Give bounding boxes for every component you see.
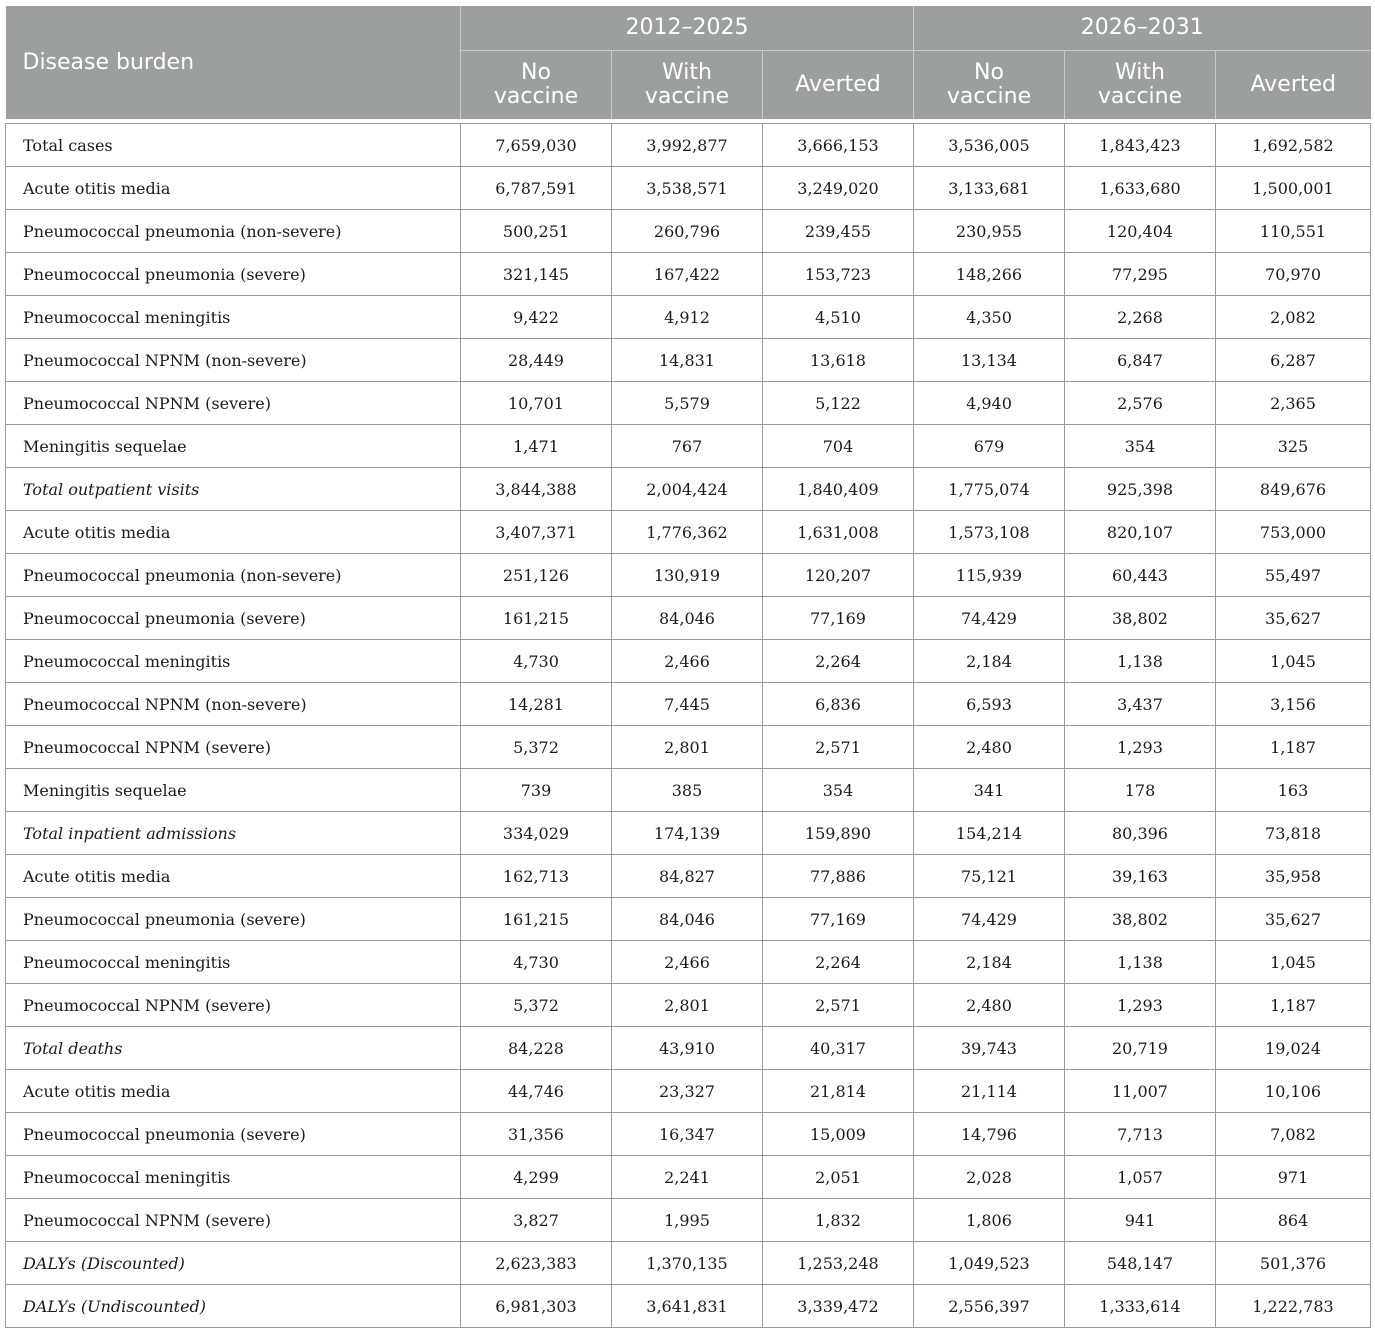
row-label: Meningitis sequelae: [6, 425, 461, 468]
table-cell: 178: [1065, 769, 1216, 812]
table-cell: 38,802: [1065, 898, 1216, 941]
table-cell: 1,776,362: [612, 511, 763, 554]
table-cell: 341: [914, 769, 1065, 812]
table-cell: 163: [1216, 769, 1371, 812]
table-cell: 3,536,005: [914, 124, 1065, 167]
table-cell: 739: [461, 769, 612, 812]
table-cell: 5,372: [461, 726, 612, 769]
table-cell: 1,253,248: [763, 1242, 914, 1285]
table-cell: 7,659,030: [461, 124, 612, 167]
row-label: Pneumococcal pneumonia (non-severe): [6, 554, 461, 597]
table-cell: 548,147: [1065, 1242, 1216, 1285]
row-label: Pneumococcal pneumonia (severe): [6, 1113, 461, 1156]
table-cell: 321,145: [461, 253, 612, 296]
table-cell: 20,719: [1065, 1027, 1216, 1070]
table-row: [6, 726, 1371, 769]
table-cell: 80,396: [1065, 812, 1216, 855]
table-cell: 1,840,409: [763, 468, 914, 511]
row-label: Acute otitis media: [6, 511, 461, 554]
table-cell: 849,676: [1216, 468, 1371, 511]
table-row: [6, 1199, 1371, 1242]
table-cell: 1,806: [914, 1199, 1065, 1242]
table-row: [6, 167, 1371, 210]
table-cell: 84,046: [612, 898, 763, 941]
table-cell: 501,376: [1216, 1242, 1371, 1285]
table-cell: 1,187: [1216, 984, 1371, 1027]
row-label: Pneumococcal NPNM (non-severe): [6, 683, 461, 726]
table-cell: 354: [763, 769, 914, 812]
table-cell: 84,827: [612, 855, 763, 898]
table-row: [6, 554, 1371, 597]
table-cell: 162,713: [461, 855, 612, 898]
row-label: Pneumococcal meningitis: [6, 640, 461, 683]
table-cell: 40,317: [763, 1027, 914, 1070]
table-cell: 4,350: [914, 296, 1065, 339]
table-cell: 3,437: [1065, 683, 1216, 726]
table-cell: 77,295: [1065, 253, 1216, 296]
table-cell: 1,293: [1065, 726, 1216, 769]
table-cell: 1,843,423: [1065, 124, 1216, 167]
table-cell: 820,107: [1065, 511, 1216, 554]
table-cell: 1,471: [461, 425, 612, 468]
table-cell: 39,743: [914, 1027, 1065, 1070]
table-cell: 753,000: [1216, 511, 1371, 554]
row-label: Total cases: [6, 124, 461, 167]
table-cell: 679: [914, 425, 1065, 468]
table-row: [6, 511, 1371, 554]
subcolumn-header-line: No: [974, 60, 1004, 85]
table-cell: 77,886: [763, 855, 914, 898]
table-row: [6, 1027, 1371, 1070]
table-row: [6, 253, 1371, 296]
row-label: Pneumococcal NPNM (severe): [6, 984, 461, 1027]
table-row: [6, 1285, 1371, 1328]
table-cell: 4,730: [461, 941, 612, 984]
table-cell: 148,266: [914, 253, 1065, 296]
subcolumn-header: [1065, 51, 1216, 120]
table-cell: 174,139: [612, 812, 763, 855]
subcolumn-header: [1216, 51, 1371, 120]
table-cell: 2,268: [1065, 296, 1216, 339]
table-cell: 70,970: [1216, 253, 1371, 296]
table-cell: 159,890: [763, 812, 914, 855]
table-cell: 2,004,424: [612, 468, 763, 511]
table-cell: 260,796: [612, 210, 763, 253]
subcolumn-header-line: vaccine: [946, 84, 1032, 109]
table-cell: 971: [1216, 1156, 1371, 1199]
table-cell: 500,251: [461, 210, 612, 253]
table-row: [6, 812, 1371, 855]
table-cell: 5,372: [461, 984, 612, 1027]
table-cell: 2,028: [914, 1156, 1065, 1199]
table-cell: 2,480: [914, 984, 1065, 1027]
table-cell: 1,049,523: [914, 1242, 1065, 1285]
table-row: [6, 984, 1371, 1027]
table-cell: 15,009: [763, 1113, 914, 1156]
table-cell: 31,356: [461, 1113, 612, 1156]
table-cell: 1,633,680: [1065, 167, 1216, 210]
table-cell: 10,106: [1216, 1070, 1371, 1113]
table-cell: 6,981,303: [461, 1285, 612, 1328]
subcolumn-header: [612, 51, 763, 120]
row-label: Meningitis sequelae: [6, 769, 461, 812]
table-cell: 3,641,831: [612, 1285, 763, 1328]
table-row: [6, 124, 1371, 167]
table-cell: 2,466: [612, 640, 763, 683]
table-cell: 1,995: [612, 1199, 763, 1242]
table-cell: 35,627: [1216, 898, 1371, 941]
row-label: Acute otitis media: [6, 855, 461, 898]
row-label: Pneumococcal NPNM (severe): [6, 726, 461, 769]
table-cell: 153,723: [763, 253, 914, 296]
table-cell: 14,796: [914, 1113, 1065, 1156]
table-cell: 38,802: [1065, 597, 1216, 640]
row-label: Pneumococcal meningitis: [6, 941, 461, 984]
table-cell: 7,713: [1065, 1113, 1216, 1156]
table-cell: 1,045: [1216, 941, 1371, 984]
table-cell: 84,228: [461, 1027, 612, 1070]
subcolumn-header-line: With: [662, 60, 712, 85]
table-cell: 230,955: [914, 210, 1065, 253]
table-cell: 2,365: [1216, 382, 1371, 425]
table-cell: 13,134: [914, 339, 1065, 382]
row-label: Pneumococcal meningitis: [6, 296, 461, 339]
table-cell: 6,787,591: [461, 167, 612, 210]
row-label: DALYs (Discounted): [6, 1242, 461, 1285]
table-cell: 1,631,008: [763, 511, 914, 554]
table-cell: 3,992,877: [612, 124, 763, 167]
table-cell: 354: [1065, 425, 1216, 468]
table-cell: 3,844,388: [461, 468, 612, 511]
table-cell: 3,407,371: [461, 511, 612, 554]
table-row: [6, 941, 1371, 984]
table-body: [6, 119, 1371, 1328]
table-cell: 161,215: [461, 597, 612, 640]
table-cell: 44,746: [461, 1070, 612, 1113]
table-row: [6, 425, 1371, 468]
table-row: [6, 898, 1371, 941]
subcolumn-header-line: Averted: [1250, 72, 1336, 97]
table-row: [6, 597, 1371, 640]
table-cell: 77,169: [763, 597, 914, 640]
subcolumn-header: [914, 51, 1065, 120]
table-cell: 16,347: [612, 1113, 763, 1156]
table-cell: 2,264: [763, 640, 914, 683]
row-label: Acute otitis media: [6, 167, 461, 210]
table-cell: 1,500,001: [1216, 167, 1371, 210]
table-cell: 4,299: [461, 1156, 612, 1199]
table-cell: 19,024: [1216, 1027, 1371, 1070]
table-cell: 74,429: [914, 597, 1065, 640]
table-cell: 77,169: [763, 898, 914, 941]
row-label: Pneumococcal pneumonia (severe): [6, 597, 461, 640]
table-cell: 55,497: [1216, 554, 1371, 597]
subcolumn-header-line: With: [1115, 60, 1165, 85]
table-cell: 14,281: [461, 683, 612, 726]
table-cell: 7,445: [612, 683, 763, 726]
table-cell: 75,121: [914, 855, 1065, 898]
subcolumn-header-line: vaccine: [644, 84, 730, 109]
table-cell: 6,287: [1216, 339, 1371, 382]
disease-burden-table: [5, 6, 1371, 1328]
table-row: [6, 382, 1371, 425]
table-cell: 767: [612, 425, 763, 468]
subcolumn-header-line: Averted: [795, 72, 881, 97]
table-cell: 5,122: [763, 382, 914, 425]
table-row: [6, 339, 1371, 382]
table-cell: 2,801: [612, 984, 763, 1027]
table-cell: 1,573,108: [914, 511, 1065, 554]
subcolumn-header: [461, 51, 612, 120]
row-label: Pneumococcal pneumonia (non-severe): [6, 210, 461, 253]
subcolumn-header-line: vaccine: [493, 84, 579, 109]
disease-burden-table-container: [5, 6, 1370, 1328]
table-cell: 385: [612, 769, 763, 812]
subcolumn-header-line: No: [521, 60, 551, 85]
table-cell: 4,940: [914, 382, 1065, 425]
table-cell: 239,455: [763, 210, 914, 253]
table-cell: 5,579: [612, 382, 763, 425]
table-cell: 13,618: [763, 339, 914, 382]
table-cell: 6,836: [763, 683, 914, 726]
table-cell: 2,184: [914, 941, 1065, 984]
table-cell: 2,556,397: [914, 1285, 1065, 1328]
row-label: Pneumococcal NPNM (severe): [6, 1199, 461, 1242]
row-label: Total inpatient admissions: [6, 812, 461, 855]
table-cell: 864: [1216, 1199, 1371, 1242]
table-row: [6, 855, 1371, 898]
table-cell: 10,701: [461, 382, 612, 425]
table-cell: 3,249,020: [763, 167, 914, 210]
table-cell: 2,051: [763, 1156, 914, 1199]
table-cell: 4,912: [612, 296, 763, 339]
table-cell: 6,593: [914, 683, 1065, 726]
table-cell: 39,163: [1065, 855, 1216, 898]
table-cell: 1,222,783: [1216, 1285, 1371, 1328]
table-cell: 110,551: [1216, 210, 1371, 253]
table-cell: 28,449: [461, 339, 612, 382]
table-row: [6, 769, 1371, 812]
table-row: [6, 1242, 1371, 1285]
table-cell: 74,429: [914, 898, 1065, 941]
table-row: [6, 1113, 1371, 1156]
table-cell: 9,422: [461, 296, 612, 339]
table-cell: 1,370,135: [612, 1242, 763, 1285]
table-cell: 925,398: [1065, 468, 1216, 511]
table-cell: 154,214: [914, 812, 1065, 855]
table-row: [6, 296, 1371, 339]
table-cell: 3,156: [1216, 683, 1371, 726]
row-label-header: Disease burden: [6, 6, 461, 119]
period-header-2012-2025: 2012–2025: [461, 6, 914, 51]
table-cell: 2,623,383: [461, 1242, 612, 1285]
table-cell: 3,339,472: [763, 1285, 914, 1328]
table-cell: 73,818: [1216, 812, 1371, 855]
row-label: Pneumococcal NPNM (severe): [6, 382, 461, 425]
table-cell: 167,422: [612, 253, 763, 296]
table-cell: 2,082: [1216, 296, 1371, 339]
table-cell: 4,730: [461, 640, 612, 683]
table-cell: 1,138: [1065, 640, 1216, 683]
table-row: [6, 640, 1371, 683]
table-row: [6, 468, 1371, 511]
table-row: [6, 210, 1371, 253]
table-cell: 941: [1065, 1199, 1216, 1242]
table-cell: 14,831: [612, 339, 763, 382]
table-cell: 1,832: [763, 1199, 914, 1242]
table-cell: 325: [1216, 425, 1371, 468]
table-cell: 35,958: [1216, 855, 1371, 898]
table-cell: 2,241: [612, 1156, 763, 1199]
table-cell: 3,827: [461, 1199, 612, 1242]
table-cell: 23,327: [612, 1070, 763, 1113]
table-cell: 2,480: [914, 726, 1065, 769]
table-cell: 43,910: [612, 1027, 763, 1070]
row-label: Pneumococcal pneumonia (severe): [6, 898, 461, 941]
table-cell: 334,029: [461, 812, 612, 855]
table-cell: 4,510: [763, 296, 914, 339]
table-cell: 1,293: [1065, 984, 1216, 1027]
table-cell: 3,666,153: [763, 124, 914, 167]
table-cell: 84,046: [612, 597, 763, 640]
table-cell: 251,126: [461, 554, 612, 597]
table-cell: 1,187: [1216, 726, 1371, 769]
table-cell: 2,571: [763, 984, 914, 1027]
row-label: Pneumococcal meningitis: [6, 1156, 461, 1199]
table-cell: 2,466: [612, 941, 763, 984]
table-cell: 2,801: [612, 726, 763, 769]
table-cell: 1,138: [1065, 941, 1216, 984]
table-row: [6, 1070, 1371, 1113]
row-label: DALYs (Undiscounted): [6, 1285, 461, 1328]
table-cell: 11,007: [1065, 1070, 1216, 1113]
table-header: [6, 6, 1371, 119]
row-label: Total outpatient visits: [6, 468, 461, 511]
table-cell: 2,184: [914, 640, 1065, 683]
table-cell: 35,627: [1216, 597, 1371, 640]
table-cell: 60,443: [1065, 554, 1216, 597]
table-cell: 120,404: [1065, 210, 1216, 253]
table-row: [6, 683, 1371, 726]
table-cell: 21,814: [763, 1070, 914, 1113]
table-cell: 6,847: [1065, 339, 1216, 382]
table-cell: 2,576: [1065, 382, 1216, 425]
table-cell: 1,333,614: [1065, 1285, 1216, 1328]
row-label: Pneumococcal NPNM (non-severe): [6, 339, 461, 382]
table-cell: 704: [763, 425, 914, 468]
table-cell: 120,207: [763, 554, 914, 597]
table-cell: 3,133,681: [914, 167, 1065, 210]
table-cell: 2,264: [763, 941, 914, 984]
table-cell: 3,538,571: [612, 167, 763, 210]
table-cell: 21,114: [914, 1070, 1065, 1113]
row-label: Total deaths: [6, 1027, 461, 1070]
table-cell: 2,571: [763, 726, 914, 769]
table-row: [6, 1156, 1371, 1199]
row-label: Acute otitis media: [6, 1070, 461, 1113]
table-cell: 1,057: [1065, 1156, 1216, 1199]
table-cell: 115,939: [914, 554, 1065, 597]
table-cell: 130,919: [612, 554, 763, 597]
subcolumn-header-line: vaccine: [1097, 84, 1183, 109]
table-cell: 1,692,582: [1216, 124, 1371, 167]
table-cell: 1,045: [1216, 640, 1371, 683]
subcolumn-header: [763, 51, 914, 120]
row-label: Pneumococcal pneumonia (severe): [6, 253, 461, 296]
table-cell: 161,215: [461, 898, 612, 941]
period-header-2026-2031: 2026–2031: [914, 6, 1371, 51]
table-cell: 7,082: [1216, 1113, 1371, 1156]
table-cell: 1,775,074: [914, 468, 1065, 511]
